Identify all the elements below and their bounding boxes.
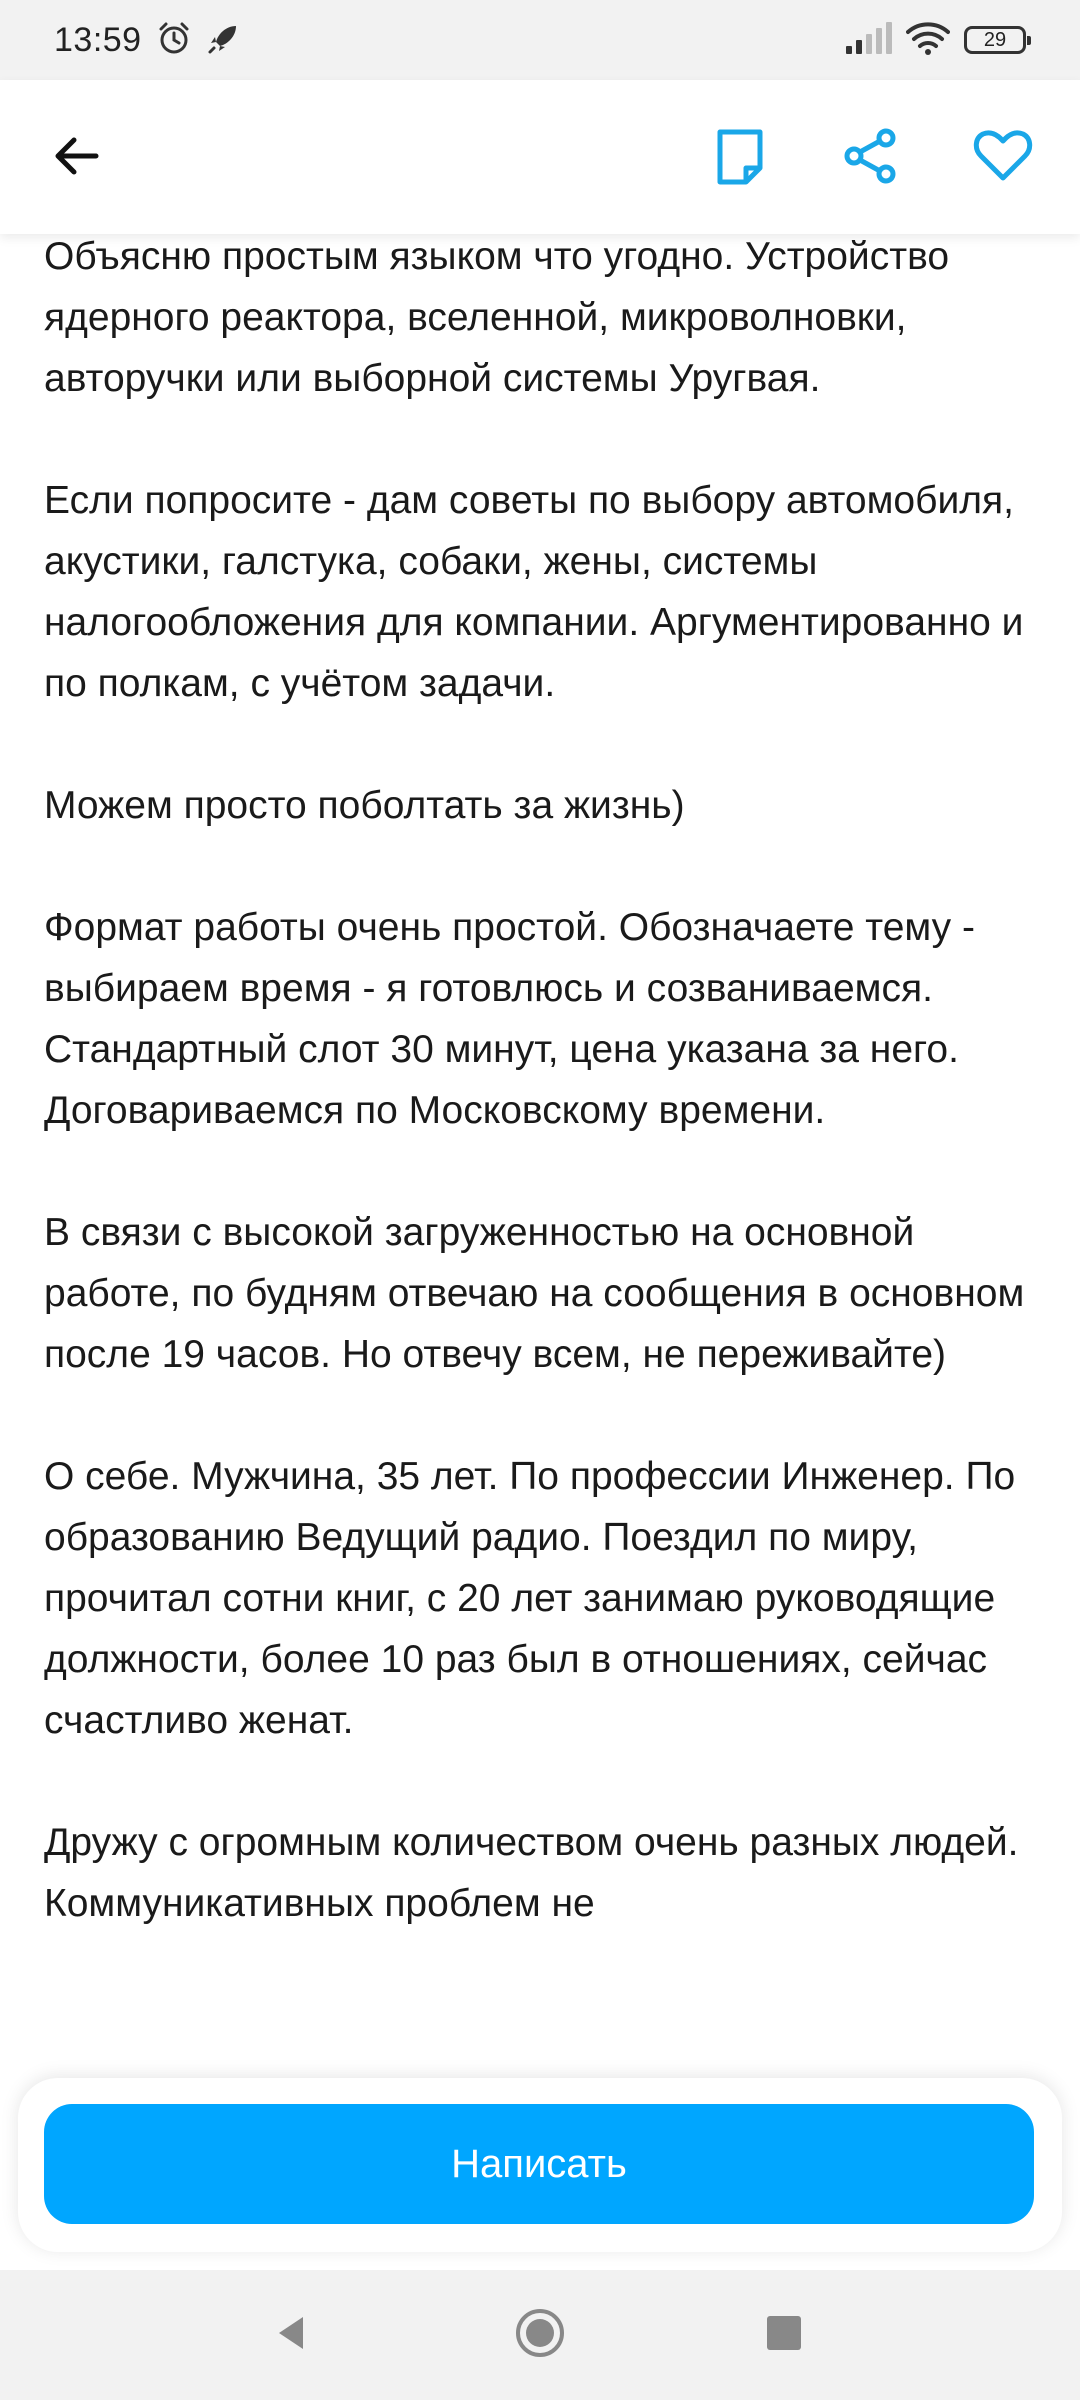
heart-icon — [973, 128, 1033, 189]
status-right — [844, 20, 1026, 60]
status-left — [54, 20, 242, 60]
signal-icon — [844, 22, 892, 59]
share-icon — [842, 128, 898, 189]
share-button[interactable] — [830, 118, 910, 198]
paragraph: О себе. Мужчина, 35 лет. По профессии Инженер. По образованию Ведущий радио. Поездил по миру, прочитал сотни книг, с 20 лет занимаю руководящие должности, более 10 раз был в отношениях, сейчас счастливо женат. — [44, 1455, 1016, 1742]
nav-back-button[interactable] — [256, 2300, 326, 2370]
note-icon — [714, 126, 766, 191]
arrow-left-icon — [50, 130, 102, 187]
note-button[interactable] — [700, 118, 780, 198]
recents-square-icon — [765, 2314, 803, 2357]
favorite-button[interactable] — [963, 118, 1043, 198]
paragraph: Если попросите - дам советы по выбору автомобиля, акустики, галстука, собаки, жены, системы налогообложения для компании. Аргументированно и по полкам, с учётом задачи. — [44, 479, 1024, 705]
system-nav-bar — [0, 2270, 1080, 2400]
nav-recents-button[interactable] — [749, 2300, 819, 2370]
description-text — [44, 226, 1044, 1995]
alarm-icon — [156, 20, 192, 61]
status-time: 13:59 — [54, 20, 142, 59]
rocket-icon — [206, 20, 242, 61]
wifi-icon — [906, 21, 950, 60]
paragraph: Дружу с огромным количеством очень разных людей. Коммуникативных проблем не — [44, 1821, 1019, 1925]
home-circle-icon — [514, 2307, 566, 2364]
action-panel — [18, 2078, 1062, 2252]
paragraph: В связи с высокой загруженностью на основной работе, по будням отвечаю на сообщения в основном после 19 часов. Но отвечу всем, не переживайте) — [44, 1211, 1025, 1376]
nav-home-button[interactable] — [505, 2300, 575, 2370]
app-header — [0, 80, 1080, 234]
paragraph: Объясню простым языком что угодно. Устройство ядерного реактора, вселенной, микроволновки, авторучки или выборной системы Уругвая. — [44, 235, 950, 400]
battery-icon: 29 — [964, 26, 1026, 54]
status-bar — [0, 0, 1080, 80]
paragraph: Можем просто поболтать за жизнь) — [44, 784, 685, 827]
write-button[interactable]: Написать — [44, 2104, 1034, 2224]
back-triangle-icon — [271, 2313, 311, 2358]
paragraph: Формат работы очень простой. Обозначаете тему - выбираем время - я готовлюсь и созваниваемся. Стандартный слот 30 минут, цена указана за него. Договариваемся по Московскому времени. — [44, 906, 975, 1132]
back-button[interactable] — [36, 118, 116, 198]
